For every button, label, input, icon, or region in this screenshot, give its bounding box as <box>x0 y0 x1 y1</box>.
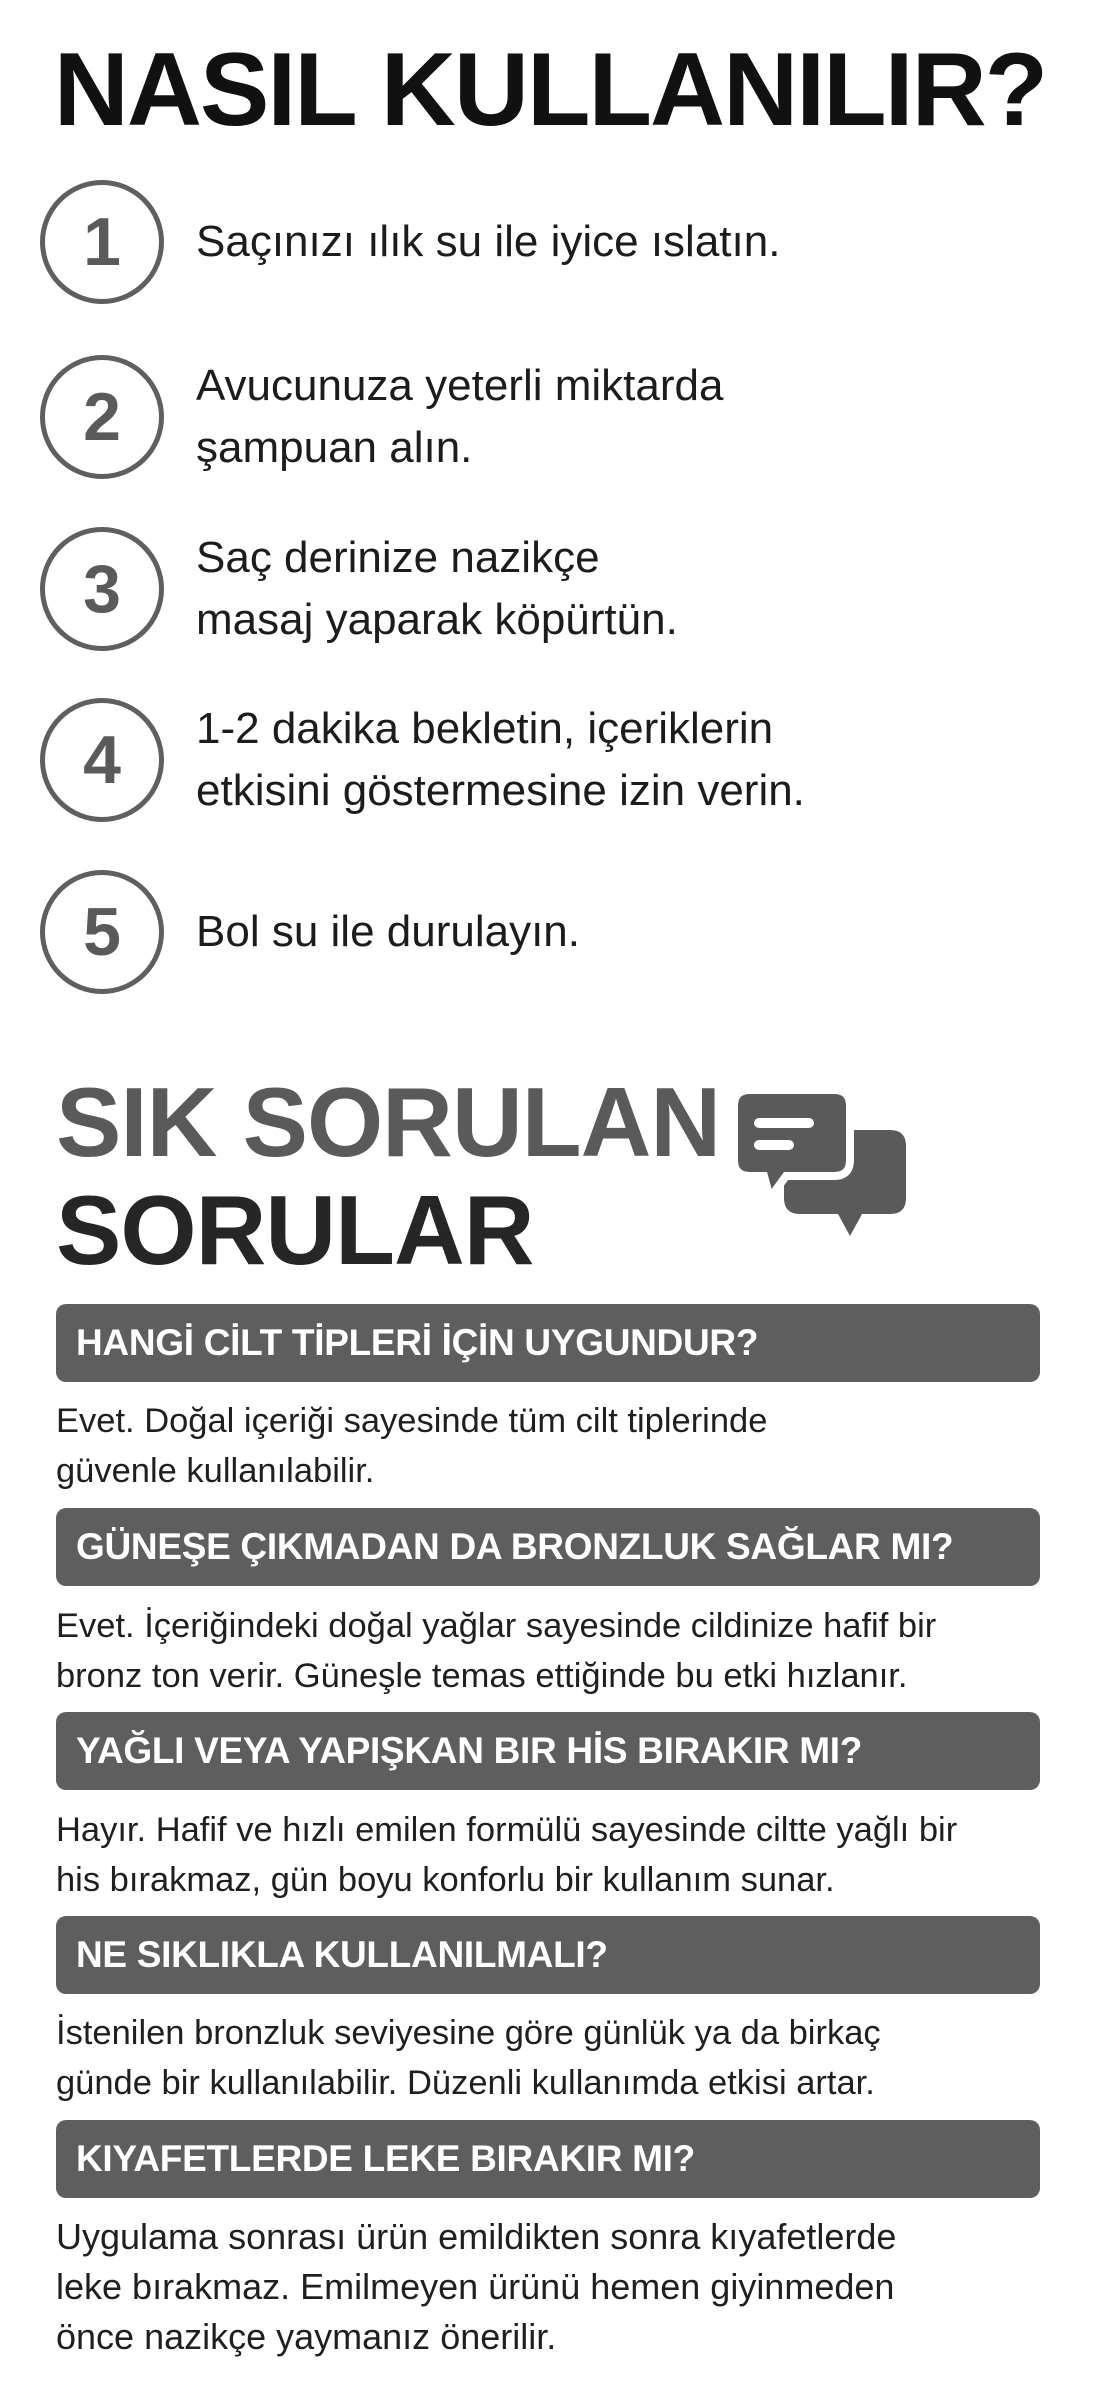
step-number-badge: 2 <box>40 355 164 479</box>
faq-question: YAĞLI VEYA YAPIŞKAN BIR HİS BIRAKIR MI? <box>76 1730 863 1771</box>
faq-question-bar[interactable] <box>56 2120 1040 2198</box>
faq-question-bar[interactable] <box>56 1508 1040 1586</box>
faq-question-bar[interactable] <box>56 1916 1040 1994</box>
faq-heading-line-1: SIK SORULAN <box>56 1067 721 1177</box>
step-number-badge: 4 <box>40 698 164 822</box>
faq-question: NE SIKLIKLA KULLANILMALI? <box>76 1934 608 1975</box>
faq-question-bar[interactable] <box>56 1712 1040 1790</box>
faq-question: KIYAFETLERDE LEKE BIRAKIR MI? <box>76 2138 695 2179</box>
faq-answer: Hayır. Hafif ve hızlı emilen formülü sayesinde ciltte yağlı bir his bırakmaz, gün boyu konforlu bir kullanım sunar. <box>56 1811 958 1899</box>
faq-question-bar[interactable] <box>56 1304 1040 1382</box>
faq-answer: Evet. İçeriğindeki doğal yağlar sayesinde cildinize hafif bir bronz ton verir. Güneşle temas ettiğinde bu etki hızlanır. <box>56 1607 937 1695</box>
step-4 <box>40 698 1060 838</box>
step-number-badge: 5 <box>40 870 164 994</box>
step-text: Saçınızı ılık su ile iyice ıslatın. <box>196 217 781 266</box>
faq-answer: Evet. Doğal içeriği sayesinde tüm cilt tiplerinde güvenle kullanılabilir. <box>56 1402 768 1490</box>
step-text: Bol su ile durulayın. <box>196 907 580 956</box>
faq-answer: Uygulama sonrası ürün emildikten sonra kıyafetlerde leke bırakmaz. Emilmeyen ürünü hemen giyinmeden önce nazikçe yaymanız önerilir. <box>56 2216 897 2357</box>
page-title: NASIL KULLANILIR? <box>53 32 1047 148</box>
faq-answer: İstenilen bronzluk seviyesine göre günlük ya da birkaç günde bir kullanılabilir. Düzenli kullanımda etkisi artar. <box>56 2014 881 2102</box>
step-text: Avucunuza yeterli miktarda şampuan alın. <box>196 361 724 472</box>
faq-heading <box>56 1068 720 1284</box>
chat-bubbles-icon <box>730 1090 910 1250</box>
step-5 <box>40 870 1060 1010</box>
faq-question: HANGİ CİLT TİPLERİ İÇİN UYGUNDUR? <box>76 1322 759 1363</box>
step-text: 1-2 dakika bekletin, içeriklerin etkisini göstermesine izin verin. <box>196 704 805 815</box>
step-number-badge: 1 <box>40 180 164 304</box>
step-number-badge: 3 <box>40 527 164 651</box>
faq-question: GÜNEŞE ÇIKMADAN DA BRONZLUK SAĞLAR MI? <box>76 1526 954 1567</box>
step-1 <box>40 180 1060 320</box>
step-3 <box>40 527 1060 667</box>
step-2 <box>40 355 1060 495</box>
step-text: Saç derinize nazikçe masaj yaparak köpürtün. <box>196 533 678 644</box>
faq-heading-line-2: SORULAR <box>56 1175 534 1285</box>
